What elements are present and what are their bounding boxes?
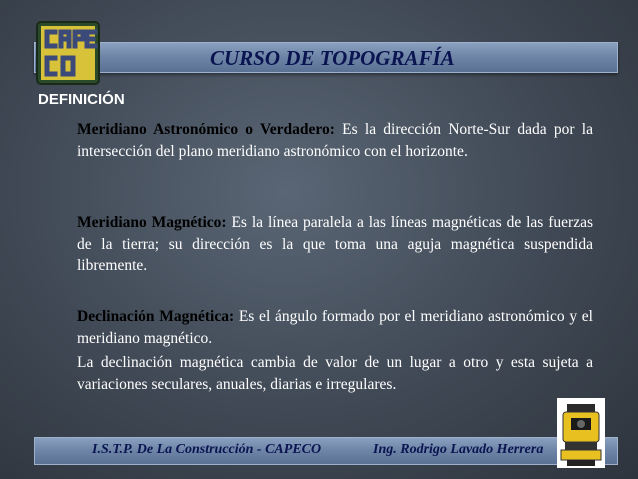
capeco-logo [33, 18, 103, 88]
definition-text: La declinación magnética cambia de valor de un lugar a otro y esta sujeta a variaciones seculares, anuales, diarias e irregulares. [77, 354, 593, 393]
definition-text: Es la dirección Norte-Sur dada por la intersección del plano meridiano astronómico con el horizonte. [77, 121, 593, 160]
term-label: Declinación Magnética: [77, 308, 235, 325]
definition-text: Es el ángulo formado por el meridiano astronómico y el meridiano magnético. [77, 308, 593, 347]
definition-text: Es la línea paralela a las líneas magnéticas de las fuerzas de la tierra; su dirección es la que toma una aguja magnética suspendida libremente. [77, 214, 593, 274]
term-label: Meridiano Magnético: [77, 214, 227, 231]
page-title: CURSO DE TOPOGRAFÍA [210, 46, 455, 70]
paragraph-declinacion-cambio [77, 352, 593, 395]
paragraph-declinacion-magnetica [77, 306, 593, 349]
footer-institution: I.S.T.P. De La Construcción - CAPECO [92, 442, 322, 457]
theodolite-icon [557, 398, 605, 468]
footer-author: Ing. Rodrigo Lavado Herrera [373, 442, 544, 457]
paragraph-meridiano-magnetico [77, 212, 593, 277]
term-label: Meridiano Astronómico o Verdadero: [77, 121, 335, 138]
paragraph-meridiano-astronomico [77, 119, 593, 162]
section-heading: DEFINICIÓN [38, 91, 125, 108]
